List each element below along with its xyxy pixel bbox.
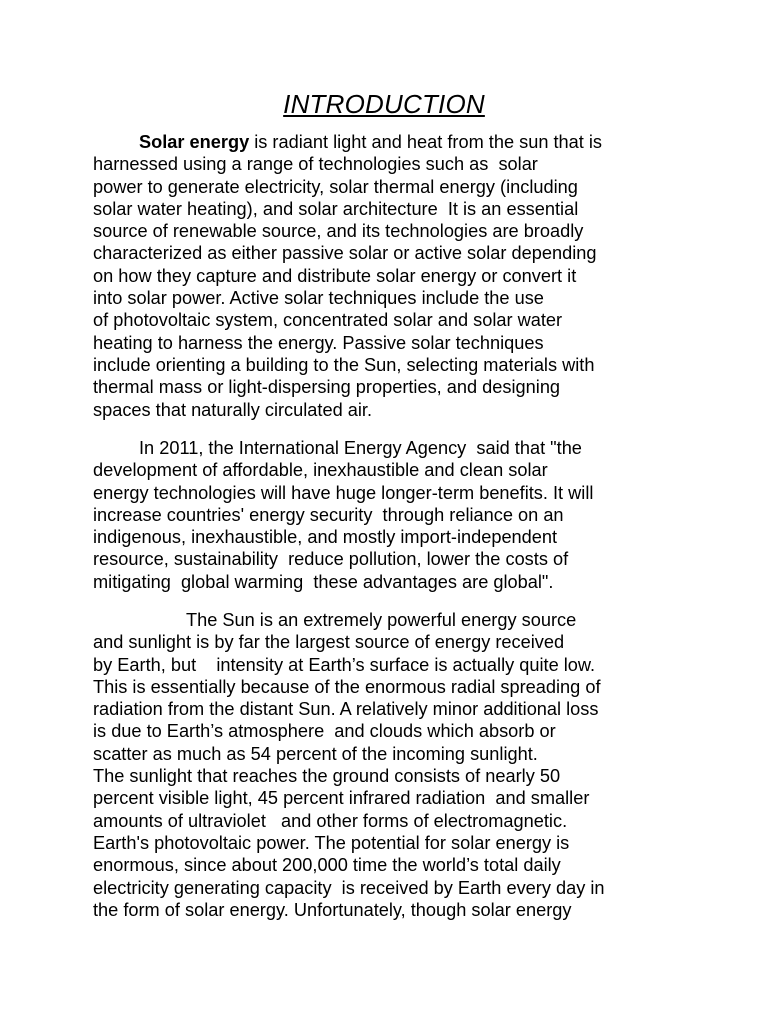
paragraph-line: indigenous, inexhaustible, and mostly import-independent — [93, 527, 558, 548]
page-title: INTRODUCTION — [283, 89, 485, 119]
paragraph-line — [93, 131, 693, 153]
paragraph-line: resource, sustainability reduce pollution, lower the costs of — [93, 549, 569, 570]
paragraph-line: and sunlight is by far the largest source of energy received — [93, 632, 565, 653]
paragraph-line: development of affordable, inexhaustible and clean solar — [93, 460, 548, 481]
paragraph-line: by Earth, but intensity at Earth’s surface is actually quite low. — [93, 654, 596, 675]
paragraph-line: Earth's photovoltaic power. The potential for solar energy is — [93, 832, 570, 853]
paragraph-line: increase countries' energy security through reliance on an — [93, 504, 564, 525]
paragraph-line: radiation from the distant Sun. A relatively minor additional loss — [93, 699, 599, 720]
paragraph-iea-quote — [93, 437, 693, 593]
paragraph-line: The Sun is an extremely powerful energy source — [186, 610, 577, 630]
paragraph-line: enormous, since about 200,000 time the world’s total daily — [93, 855, 561, 876]
paragraph-line: include orienting a building to the Sun, selecting materials with — [93, 354, 595, 375]
paragraph-line: energy technologies will have huge longer-term benefits. It will — [93, 482, 594, 503]
paragraph-line: solar water heating), and solar architecture It is an essential — [93, 198, 579, 219]
paragraph-line: thermal mass or light-dispersing properties, and designing — [93, 377, 561, 398]
paragraph-line: power to generate electricity, solar thermal energy (including — [93, 176, 578, 197]
paragraph-line: This is essentially because of the enormous radial spreading of — [93, 676, 601, 697]
paragraph-line: mitigating global warming these advantages are global". — [93, 571, 554, 592]
paragraph-line: into solar power. Active solar techniques include the use — [93, 288, 544, 309]
paragraph-line: source of renewable source, and its technologies are broadly — [93, 221, 584, 242]
paragraph-line: heating to harness the energy. Passive solar techniques — [93, 332, 544, 353]
paragraph-line: percent visible light, 45 percent infrared radiation and smaller — [93, 788, 590, 809]
paragraph-line: electricity generating capacity is received by Earth every day in — [93, 877, 605, 898]
paragraph-line: of photovoltaic system, concentrated solar and solar water — [93, 310, 563, 331]
paragraph-line: amounts of ultraviolet and other forms of electromagnetic. — [93, 810, 568, 831]
paragraph-line: scatter as much as 54 percent of the incoming sunlight. — [93, 743, 538, 764]
paragraph-line: harnessed using a range of technologies such as solar — [93, 154, 538, 175]
bold-term: Solar energy — [139, 132, 250, 152]
paragraph-line: characterized as either passive solar or active solar depending — [93, 243, 597, 264]
line-text: is radiant light and heat from the sun that is — [249, 132, 603, 152]
paragraph-solar-energy — [93, 131, 693, 421]
paragraph-line: The sunlight that reaches the ground consists of nearly 50 — [93, 766, 561, 787]
paragraph-line: In 2011, the International Energy Agency said that "the — [139, 438, 582, 458]
paragraph-line: on how they capture and distribute solar energy or convert it — [93, 265, 577, 286]
paragraph-line: the form of solar energy. Unfortunately, though solar energy — [93, 899, 572, 920]
paragraph-line: is due to Earth’s atmosphere and clouds which absorb or — [93, 721, 556, 742]
paragraph-sun-energy-source — [93, 609, 693, 921]
paragraph-line: spaces that naturally circulated air. — [93, 399, 373, 420]
